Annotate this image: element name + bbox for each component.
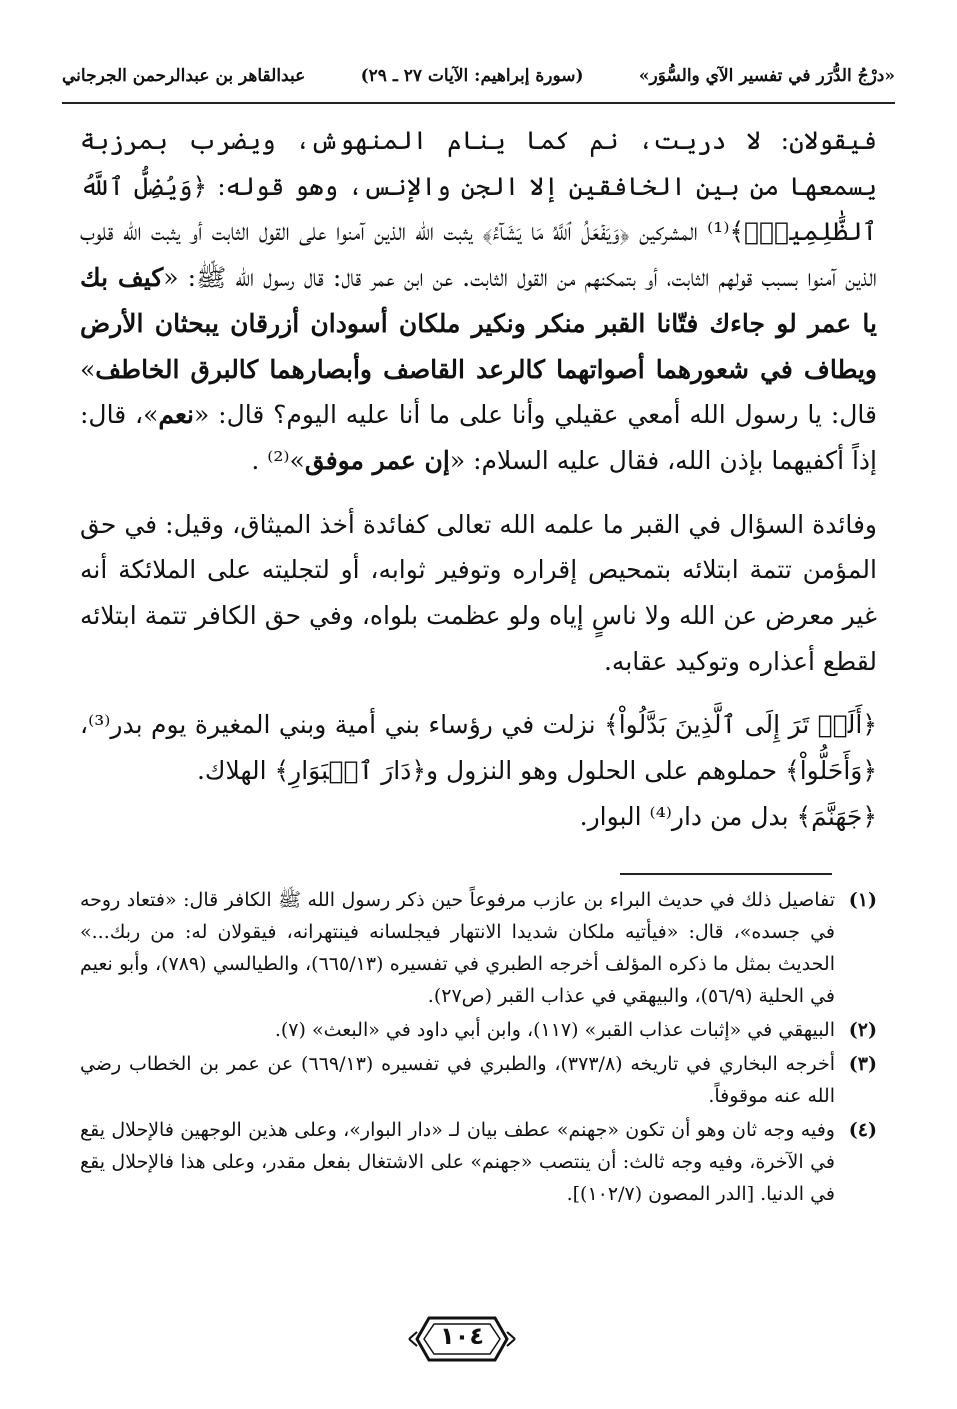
running-header bbox=[62, 56, 895, 104]
paragraph-1 bbox=[80, 118, 877, 484]
paragraph-3: ﴿أَلَمۡ تَرَ إِلَى ٱلَّذِينَ بَدَّلُواْ﴾ نزلت في رؤساء بني أمية وبني المغيرة يوم بدر⁽³⁾، ﴿وَأَحَلُّواْ﴾ حملوهم على الحلول وهو النزول و﴿دَارَ ٱلۡبَوَارِ﴾ الهلاك. bbox=[80, 710, 878, 786]
footnote-text: البيهقي في «إثبات عذاب القبر» (١١٧)، وابن أبي داود في «البعث» (٧). bbox=[274, 1019, 835, 1041]
page-number: ١٠٤ bbox=[440, 1322, 484, 1350]
paragraph-4: ﴿جَهَنَّمَ﴾ بدل من دار⁽⁴⁾ البوار. bbox=[579, 801, 877, 831]
paragraph-1-tail-3: »⁽²⁾ . bbox=[251, 445, 305, 475]
header-book-title: «درْجُ الدُّرَر في تفسير الآي والسُّوَر» bbox=[638, 66, 895, 86]
paragraph-1-tail-2: »، قال: إذاً أكفيهما بإذن الله، فقال عليه السلام: « bbox=[80, 400, 877, 475]
footnote-1 bbox=[80, 884, 877, 1012]
main-text bbox=[80, 118, 877, 840]
footnote-number: (٢) bbox=[848, 1019, 877, 1041]
footnote-3 bbox=[80, 1048, 877, 1112]
hadith-bold-2: نعم bbox=[158, 400, 195, 430]
page-number-ornament bbox=[407, 1312, 517, 1366]
hadith-bold-3: إن عمر موفق bbox=[304, 445, 450, 475]
paragraph-1-tail: » قال: يا رسول الله أمعي عقيلي وأنا على ما أنا عليه اليوم؟ قال: « bbox=[80, 354, 877, 430]
footnote-number: (٤) bbox=[848, 1119, 877, 1141]
footnote-2 bbox=[80, 1014, 877, 1046]
hadith-bold: كيف بك يا عمر لو جاءك فتّانا القبر منكر ونكير ملكان أسودان أزرقان يبحثان الأرض ويطاف في شعورهما أصواتهما كالرعد القاصف وأبصارهما كالبرق الخاطف bbox=[80, 263, 877, 384]
paragraph-2: وفائدة السؤال في القبر ما علمه الله تعالى كفائدة أخذ الميثاق، وقيل: في حق المؤمن تتمة ابتلائه بتمحيص إقراره وتوفير ثوابه، أو لتجليته على الملائكة أنه غير معرض عن الله ولا ناسٍ إياه ولو عظمت بلواه، وفي حق الكافر تتمة ابتلائه لقطع أعذاره وتوكيد عقابه. bbox=[80, 509, 877, 676]
header-surah: (سورة إبراهيم: الآيات ٢٧ ـ ٢٩) bbox=[360, 66, 584, 86]
spacer bbox=[80, 484, 877, 502]
paragraph-1-text: فيقولان: لا دريت، نم كما ينام المنهوش، ويضرب بمرزبة يسمعها من بين الخافقين إلا الجن والإنس، وهو قوله: ﴿وَيُضِلُّ ٱللَّهُ ٱلظَّٰلِمِينَۚ﴾⁽¹⁾ المشركين ﴿وَيَفۡعَلُ ٱللَّهُ مَا يَشَآءُ﴾ يثبت الله الذين آمنوا على القول الثابت أو يثبت الله قلوب الذين آمنوا بسبب قولهم الثابت، أو بتمكنهم من القول الثابت. عن ابن عمر قال: قال رسول الله ﷺ: « bbox=[80, 126, 877, 293]
header-author: عبدالقاهر بن عبدالرحمن الجرجاني bbox=[62, 66, 306, 86]
footnotes bbox=[80, 884, 877, 1212]
footnote-4 bbox=[80, 1114, 877, 1210]
footnote-number: (١) bbox=[848, 889, 877, 911]
footnote-text: أخرجه البخاري في تاريخه (٣٧٣/٨)، والطبري في تفسيره (٦٦٩/١٣) عن عمر بن الخطاب رضي الله عنه موقوفاً. bbox=[80, 1053, 835, 1107]
footnote-text: تفاصيل ذلك في حديث البراء بن عازب مرفوعاً حين ذكر رسول الله ﷺ الكافر قال: «فتعاد روحه في جسده»، قال: «فيأتيه ملكان شديدا الانتهار فيجلسانه فينتهرانه، فيقولان له: من ربك...» الحديث بمثل ما ذكره المؤلف أخرجه الطبري في تفسيره (٦٦٥/١٣)، والطيالسي (٧٨٩)، وأبو نعيم في الحلية (٥٦/٩)، والبيهقي في عذاب القبر (ص٢٧). bbox=[80, 889, 835, 1007]
spacer bbox=[80, 684, 877, 702]
footnote-separator bbox=[620, 873, 832, 875]
footnote-text: وفيه وجه ثان وهو أن تكون «جهنم» عطف بيان لـ «دار البوار»، وعلى هذين الوجهين فالإحلال يقع في الآخرة، وفيه وجه ثالث: أن ينتصب «جهنم» على الاشتغال بفعل مقدر، وعلى هذا فالإحلال يقع في الدنيا. [الدر المصون (١٠٢/٧)]. bbox=[80, 1119, 835, 1205]
footnote-number: (٣) bbox=[848, 1053, 877, 1075]
